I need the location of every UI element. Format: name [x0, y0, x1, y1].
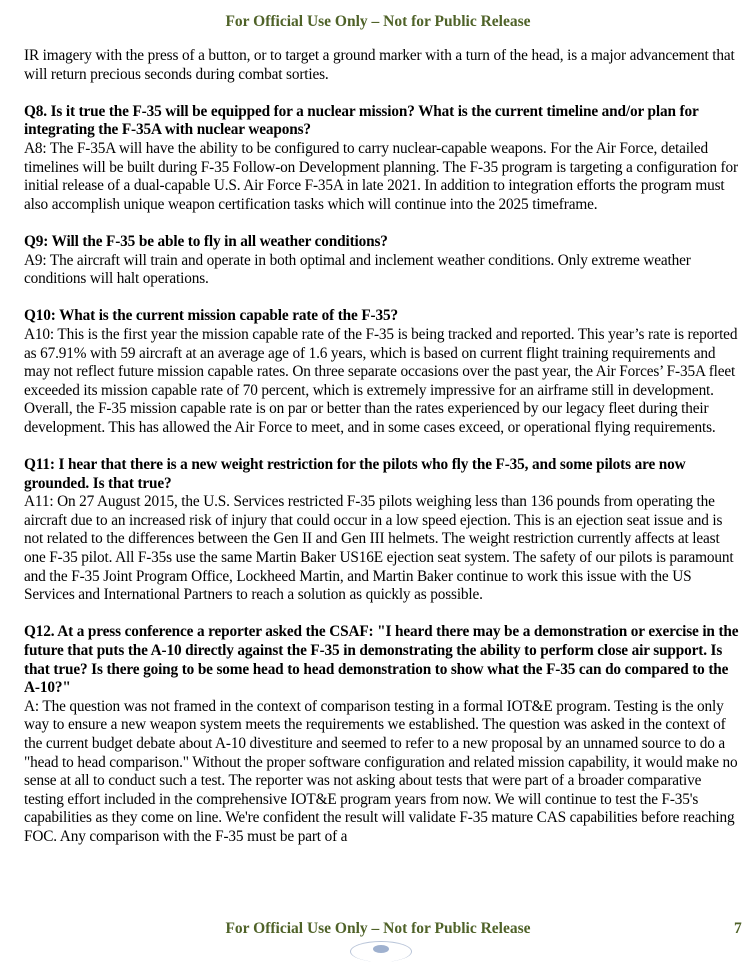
- qa-item-q11: [24, 456, 742, 605]
- question-q9: Q9: Will the F-35 be able to fly in all weather conditions?: [24, 232, 388, 250]
- document-body: [24, 47, 742, 847]
- qa-item-q12: [24, 623, 742, 846]
- question-q11: Q11: I hear that there is a new weight restriction for the pilots who fly the F-35, and some pilots are now grounded. Is that true?: [24, 456, 686, 492]
- page-number: 7: [734, 920, 742, 937]
- qa-item-q8: [24, 103, 742, 215]
- seal-icon: [350, 941, 412, 962]
- classification-footer: For Official Use Only – Not for Public Release: [225, 920, 531, 937]
- classification-header: For Official Use Only – Not for Public Release: [225, 13, 531, 30]
- question-q10: Q10: What is the current mission capable rate of the F-35?: [24, 307, 398, 325]
- question-q8: Q8. Is it true the F-35 will be equipped for a nuclear mission? What is the current timeline and/or plan for integrating the F-35A with nuclear weapons?: [24, 102, 699, 139]
- answer-a10: A10: This is the first year the mission capable rate of the F-35 is being tracked and reported. This year’s rate is reported as 67.91% with 59 aircraft at an average age of 1.6 years, which is based on current flight training requirements and may not reflect future mission capable rates. On three separate occasions over the past year, the Air Forces’ F-35A fleet exceeded its mission capable rate of 70 percent, which is extremely impressive for an airframe still in development. Overall, the F-35 mission capable rate is on par or better than the rates experienced by our legacy fleet during their development. This has allowed the Air Force to meet, and in some cases exceed, or operational flying requirements.: [24, 325, 738, 436]
- answer-a12: A: The question was not framed in the context of comparison testing in a formal IOT&E program. Testing is the only way to ensure a new weapon system meets the requirements we established. The question was asked in the context of the current budget debate about A-10 divestiture and seemed to refer to a new proposal by an unnamed source to do a "head to head comparison." Without the proper software configuration and related mission capability, it would make no sense at all to conduct such a test. The reporter was not asking about tests that were part of a broader comparative testing effort included in the comprehensive IOT&E program years from now. We will continue to test the F-35's capabilities as they come on line. We're confident the result will validate F-35 mature CAS capabilities before reaching FOC. Any comparison with the F-35 must be part of a: [24, 697, 738, 845]
- question-q12: Q12. At a press conference a reporter asked the CSAF: "I heard there may be a demonstration or exercise in the future that puts the A-10 directly against the F-35 in demonstrating the ability to perform close air support. Is that true? Is there going to be some head to head demonstration to show what the F-35 can do compared to the A-10?": [24, 623, 739, 697]
- answer-a8: A8: The F-35A will have the ability to be configured to carry nuclear-capable weapons. For the Air Force, detailed timelines will be built during F-35 Follow-on Development planning. The F-35 program is targeting a configuration for initial release of a dual-capable U.S. Air Force F-35A in late 2021. In addition to integration efforts the program must also accomplish unique weapon certification tasks which will continue into the 2025 timeframe.: [24, 139, 738, 213]
- answer-a9: A9: The aircraft will train and operate in both optimal and inclement weather conditions. Only extreme weather conditions will halt operations.: [24, 251, 691, 288]
- qa-item-q9: [24, 233, 742, 289]
- qa-item-q10: [24, 307, 742, 437]
- answer-a11: A11: On 27 August 2015, the U.S. Services restricted F-35 pilots weighing less than 136 pounds from operating the aircraft due to an increased risk of injury that could occur in a low speed ejection. This is an ejection seat issue and is not related to the differences between the Gen II and Gen III helmets. The weight restriction currently affects at least one F-35 pilot. All F-35s use the same Martin Baker US16E ejection seat system. The safety of our pilots is paramount and the F-35 Joint Program Office, Lockheed Martin, and Martin Baker continue to work this issue with the US Services and International Partners to reach a solution as quickly as possible.: [24, 493, 734, 604]
- intro-paragraph: IR imagery with the press of a button, or to target a ground marker with a turn of the head, is a major advancement that will return precious seconds during combat sorties.: [24, 47, 735, 83]
